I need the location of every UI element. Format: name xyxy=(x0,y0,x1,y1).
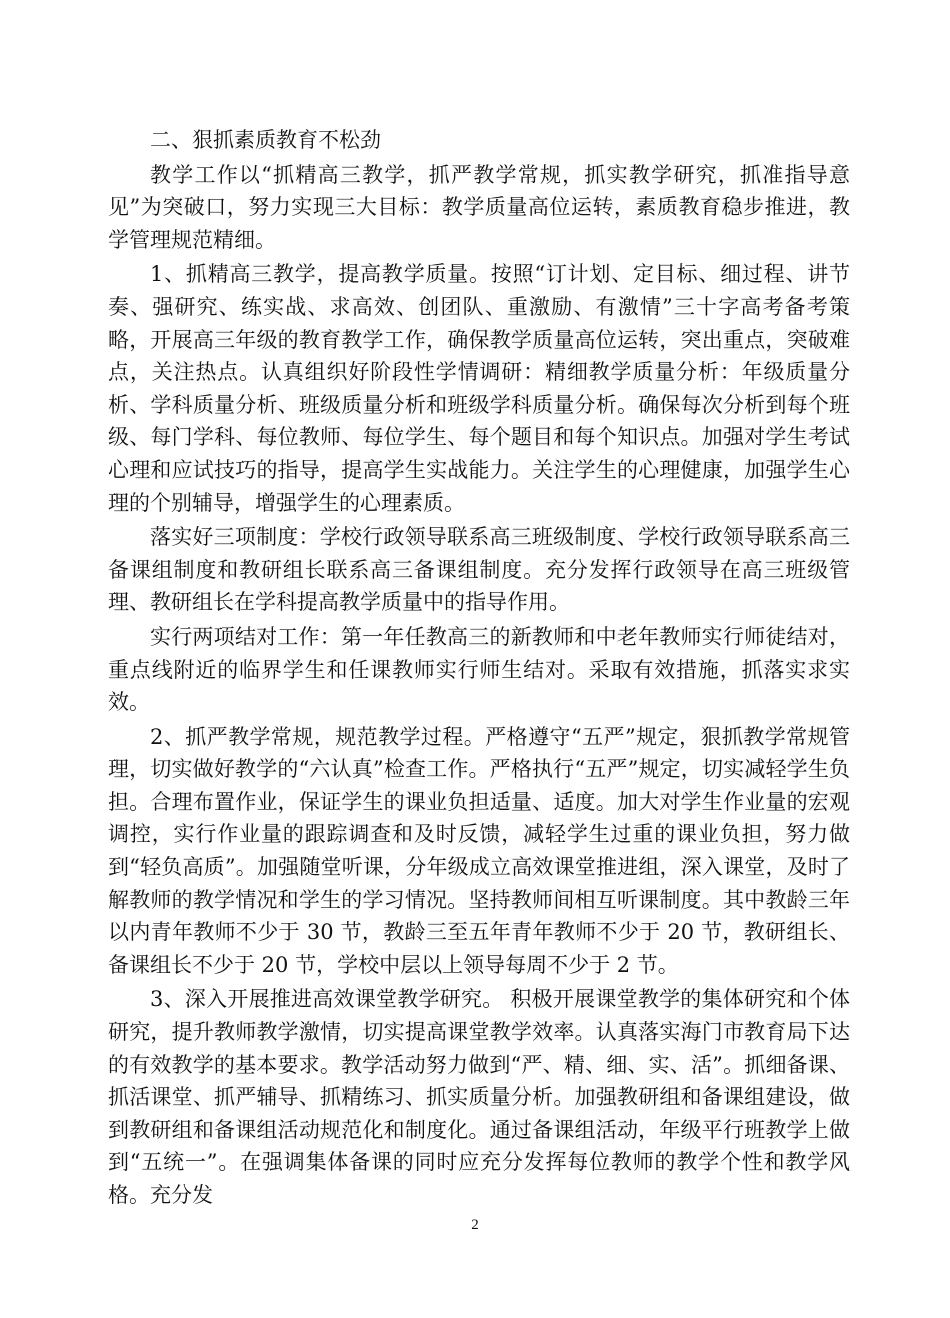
paragraph-item-3: 3、深入开展推进高效课堂教学研究。 积极开展课堂教学的集体研究和个体研究，提升教师教学激情，切实提高课堂教学效率。认真落实海门市教育局下达的有效教学的基本要求。教学活动努力做到“严、精、细、实、活”。抓细备课、抓活课堂、抓严辅导、抓精练习、抓实质量分析。加强教研组和备课组建设，做到教研组和备课组活动规范化和制度化。通过备课组活动，年级平行班教学上做到“五统一”。在强调集体备课的同时应充分发挥每位教师的教学个性和教学风格。充分发 xyxy=(108,987,850,1207)
section-heading: 二、狠抓素质教育不松劲 xyxy=(150,128,381,152)
document-body xyxy=(108,124,850,1214)
paragraph-pairing: 实行两项结对工作：第一年任教高三的新教师和中老年教师实行师徒结对，重点线附近的临界学生和任课教师实行师生结对。采取有效措施，抓落实求实效。 xyxy=(108,624,850,715)
paragraph-three-systems: 落实好三项制度：学校行政领导联系高三班级制度、学校行政领导联系高三备课组制度和教研组长联系高三备课组制度。充分发挥行政领导在高三班级管理、教研组长在学科提高教学质量中的指导作用。 xyxy=(108,525,850,615)
paragraph-intro: 教学工作以“抓精高三教学，抓严教学常规，抓实教学研究，抓准指导意见”为突破口，努力实现三大目标：教学质量高位运转，素质教育稳步推进，教学管理规范精细。 xyxy=(108,162,850,252)
paragraph-item-1: 1、抓精高三教学，提高教学质量。按照“订计划、定目标、细过程、讲节奏、强研究、练实战、求高效、创团队、重激励、有激情”三十字高考备考策略，开展高三年级的教育教学工作，确保教学质量高位运转，突出重点，突破难点，关注热点。认真组织好阶段性学情调研：精细教学质量分析：年级质量分析、学科质量分析、班级质量分析和班级学科质量分析。确保每次分析到每个班级、每门学科、每位教师、每位学生、每个题目和每个知识点。加强对学生考试心理和应试技巧的指导，提高学生实战能力。关注学生的心理健康，加强学生心理的个别辅导，增强学生的心理素质。 xyxy=(108,262,850,515)
paragraph-item-2: 2、抓严教学常规，规范教学过程。严格遵守“五严”规定，狠抓教学常规管理，切实做好教学的“六认真”检查工作。严格执行“五严”规定，切实减轻学生负担。合理布置作业，保证学生的课业负担适量、适度。加大对学生作业量的宏观调控，实行作业量的跟踪调查和及时反馈，减轻学生过重的课业负担，努力做到“轻负高质”。加强随堂听课，分年级成立高效课堂推进组，深入课堂，及时了解教师的教学情况和学生的学习情况。坚持教师间相互听课制度。其中教龄三年以内青年教师不少于 30 节，教龄三至五年青年教师不少于 20 节，教研组长、备课组长不少于 20 节，学校中层以上领导每周不少于 2 节。 xyxy=(108,724,850,977)
page-number: 2 xyxy=(471,1217,479,1233)
